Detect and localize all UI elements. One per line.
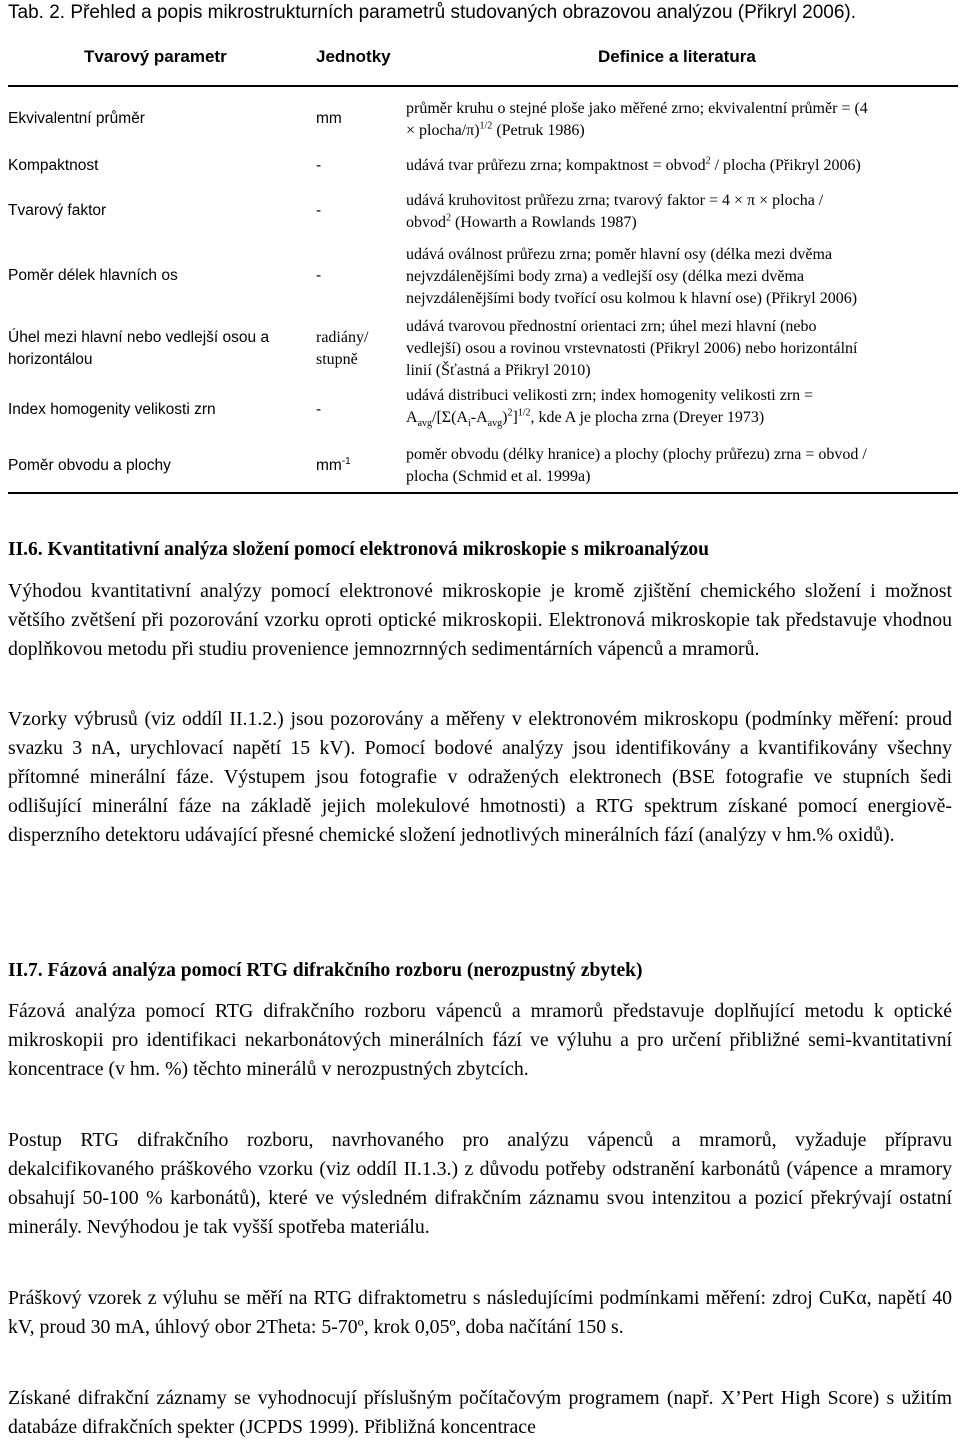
row-4-definition: udává oválnost průřezu zrna; poměr hlavní osy (délka mezi dvěma nejvzdálenějšími body zrna) a vedlejší osy (délka mezi dvěma nejvzdálenějšími body tvořící osu kolmou k hlavní ose) (Přikryl 2006) (406, 246, 858, 307)
section-7-paragraph-2: Postup RTG difrakčního rozboru, navrhovaného pro analýzu vápenců a mramorů, vyžaduje přípravu dekalcifikovaného práškového vzorku (viz oddíl II.1.3.) z důvodu potřeby odstranění karbonátů (vápence a mramory obsahují 50-100 % karbonátů), které ve výsledném difrakčním záznamu svou intenzitou a pozicí překrývají ostatní minerály. Nevýhodou je tak vyšší spotřeba materiálu. (8, 1129, 952, 1238)
section-6-paragraph-2: Vzorky výbrusů (viz oddíl II.1.2.) jsou pozorovány a měřeny v elektronovém mikroskopu (podmínky měření: proud svazku 3 nA, urychlovací napětí 15 kV). Pomocí bodové analýzy jsou identifikovány a kvantifikovány všechny přítomné minerální fáze. Výstupem jsou fotografie v odražených elektronech (BSE fotografie ve stupních šedi odlišující minerální fáze na základě jejich molekulové hmotnosti) a RTG spektrum získané pomocí energiově-disperzního detektoru udávající přesné chemické složení jednotlivých minerálních fází (analýzy v hm.% oxidů). (8, 708, 952, 846)
row-7-param: Poměr obvodu a plochy (8, 457, 171, 474)
section-6-paragraph-1: Výhodou kvantitativní analýzy pomocí elektronové mikroskopie je kromě zjištění chemického složení i možnost většího zvětšení při pozorování vzorku oproti optické mikroskopii. Elektronová mikroskopie tak představuje vhodnou doplňkovou metodu při studiu provenience jemnozrnných sedimentárních vápenců a mramorů. (8, 580, 952, 660)
row-7-unit: $mm^{-1}$ (316, 455, 351, 474)
row-6-definition: udává distribuci velikosti zrn; index homogenity velikosti zrn = $A_{avg}/[\Sigma(A_i-A_{avg})^2]^{1/2}$, kde A je plocha zrna (Dreyer 1973) (406, 387, 814, 430)
section-7-paragraph-3: Práškový vzorek z výluhu se měří na RTG difraktometru s následujícími podmínkami měření: zdroj CuKα, napětí 40 kV, proud 30 mA, úhlový obor 2Theta: 5-70º, krok 0,05º, doba načítání 150 s. (8, 1287, 952, 1338)
row-3-definition: udává kruhovitost průřezu zrna; tvarový faktor = 4 × π × plocha / obvod$^2$ (Howarth a Rowlands 1987) (406, 192, 824, 231)
row-5-unit: radiány/ stupně (316, 329, 369, 368)
section-7-heading: II.7. Fázová analýza pomocí RTG difrakčního rozboru (nerozpustný zbytek) (8, 960, 643, 981)
row-2-param: Kompaktnost (8, 157, 99, 174)
section-6-heading: II.6. Kvantitativní analýza složení pomocí elektronová mikroskopie s mikroanalýzou (8, 539, 709, 560)
row-5-definition: udává tvarovou přednostní orientaci zrn; úhel mezi hlavní (nebo vedlejší) osou a rovinou vrstevnatosti (Přikryl 2006) nebo horizontální linií (Šťastná a Přikryl 2010) (406, 318, 858, 379)
table-caption: Tab. 2. Přehled a popis mikrostrukturních parametrů studovaných obrazovou analýzou (Přikryl 2006). (8, 2, 857, 23)
row-1-definition: průměr kruhu o stejné ploše jako měřené zrno; ekvivalentní průměr = (4 × plocha/π)$^{1/2}$ (Petruk 1986) (406, 100, 868, 139)
row-1-param: Ekvivalentní průměr (8, 110, 145, 127)
header-param: Tvarový parametr (84, 47, 227, 66)
row-2-unit: - (316, 157, 322, 174)
row-3-param: Tvarový faktor (8, 202, 107, 219)
row-1-unit: mm (316, 110, 342, 127)
row-5-param: Úhel mezi hlavní nebo vedlejší osou a horizontálou (8, 329, 270, 368)
row-7-definition: poměr obvodu (délky hranice) a plochy (plochy průřezu) zrna = obvod / plocha (Schmid et al. 1999a) (406, 446, 867, 485)
table-rule-bottom (8, 492, 958, 494)
row-4-unit: - (316, 267, 322, 284)
row-4-param: Poměr délek hlavních os (8, 267, 178, 284)
table-rule-top (8, 85, 958, 87)
row-3-unit: - (316, 202, 322, 219)
header-units: Jednotky (316, 47, 391, 66)
header-definition: Definice a literatura (598, 47, 756, 66)
section-7-paragraph-1: Fázová analýza pomocí RTG difrakčního rozboru vápenců a mramorů představuje doplňující metodu k optické mikroskopii pro identifikaci nekarbonátových minerálních fází ve výluhu a pro určení přibližné semi-kvantitativní koncentrace (v hm. %) těchto minerálů v nerozpustných zbytcích. (8, 1000, 952, 1080)
row-2-definition: udává tvar průřezu zrna; kompaktnost = obvod$^2$ / plocha (Přikryl 2006) (406, 155, 861, 174)
section-7-paragraph-4: Získané difrakční záznamy se vyhodnocují příslušným počítačovým programem (např. X’Pert High Score) s užitím databáze difrakčních spekter (JCPDS 1999). Přibližná koncentrace (8, 1387, 952, 1438)
row-6-unit: - (316, 401, 322, 418)
row-6-param: Index homogenity velikosti zrn (8, 401, 216, 418)
